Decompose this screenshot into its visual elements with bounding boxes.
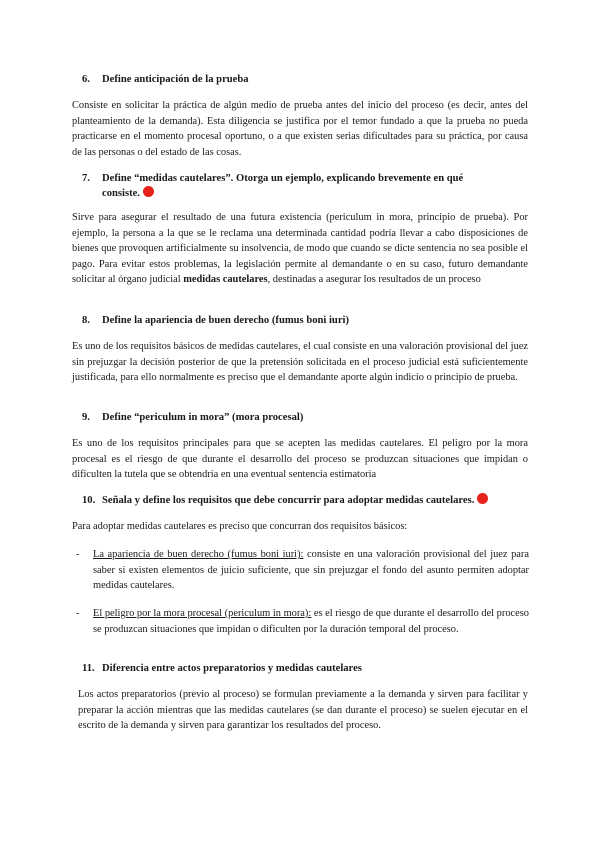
section-7-heading	[82, 171, 502, 201]
section-8-heading	[82, 313, 349, 328]
section-10-intro: Para adoptar medidas cautelares es preciso que concurran dos requisitos básicos:	[72, 521, 408, 532]
section-11-number: 11.	[82, 663, 95, 674]
section-10-number: 10.	[82, 495, 96, 506]
section-8-title: Define la apariencia de buen derecho (fumus boni iuri)	[102, 315, 349, 326]
list-item-term: La apariencia de buen derecho (fumus boni iuri):	[93, 549, 304, 560]
section-11-heading	[82, 661, 362, 676]
section-9-title: Define “periculum in mora” (mora procesal)	[102, 412, 304, 423]
section-6-heading	[82, 72, 249, 87]
section-7-body-text: Sirve para asegurar el resultado de una futura existencia (periculum in mora, principio de prueba). Por ejemplo, la persona a la que se le reclama una determinada cantidad podría llevar a cabo disposiciones de bienes que provoquen artificialmente su insolvencia, de modo que cuando se dicte sentencia no sea posible el pago. Para evitar estos problemas, la legislación permite al demandante o en su caso, futuro demandante solicitar al órgano judicial	[72, 212, 528, 286]
list-item-term: El peligro por la mora procesal (periculum in mora):	[93, 608, 312, 619]
section-9-number: 9.	[82, 412, 90, 423]
section-9-heading	[82, 410, 303, 425]
section-8-number: 8.	[82, 315, 90, 326]
section-7-body	[72, 210, 528, 288]
section-7-title: Define “medidas cautelares”. Otorga un ejemplo, explicando brevemente en qué consiste.	[102, 173, 464, 199]
list-item-text: consiste en una valoración provisional del juez para saber si existen elementos de juicio suficiente, que sin prejuzgar el fondo del asunto permiten adoptar medidas cautelares.	[93, 549, 529, 592]
section-6-body: Consiste en solicitar la práctica de algún medio de prueba antes del inicio del proceso (es decir, antes del planteamiento de la demanda). Esta diligencia se justifica por el temor fundado a que la prueba no pueda practicarse en el momento procesal oportuno, o a que existen serias dificultades para su práctica, por causa de las personas o del estado de las cosas.	[72, 100, 528, 158]
red-circle-marker-icon	[143, 186, 154, 197]
section-7-body-bold: medidas cautelares	[183, 274, 268, 286]
red-circle-marker-icon	[477, 493, 488, 504]
section-7-number: 7.	[82, 173, 90, 184]
list-bullet: -	[76, 549, 80, 560]
list-bullet: -	[76, 608, 80, 619]
section-9-body: Es uno de los requisitos principales para que se acepten las medidas cautelares. El peligro por la mora procesal es el riesgo de que durante el desarrollo del proceso se produzcan situaciones que impidan o dificulten la tutela que se obtendría en una eventual sentencia estimatoria	[72, 438, 528, 481]
section-10-heading	[82, 493, 488, 508]
section-11-body: Los actos preparatorios (previo al proceso) se formulan previamente a la demanda y sirven para facilitar y preparar la acción mientras que las medidas cautelares (se dan durante el proceso) se suelen ejecutar en el escrito de la demanda y sirven para garantizar los resultados del proceso.	[78, 689, 528, 732]
section-6-title: Define anticipación de la prueba	[102, 74, 249, 85]
list-item-periculum	[93, 606, 529, 637]
section-8-body: Es uno de los requisitos básicos de medidas cautelares, el cual consiste en una valoración provisional del juez sin prejuzgar la decisión posterior de que la pretensión solicitada en el proceso judicial está suficientemente justificada, para ello normalmente es preciso que el demandante aporte algún indicio o principio de prueba.	[72, 341, 528, 384]
section-10-title: Señala y define los requisitos que debe concurrir para adoptar medidas cautelares.	[102, 495, 475, 506]
section-11-title: Diferencia entre actos preparatorios y medidas cautelares	[102, 663, 362, 674]
section-6-number: 6.	[82, 74, 90, 85]
list-item-text: es el riesgo de que durante el desarrollo del proceso se produzcan situaciones que impidan o dificulten por la duración temporal del proceso.	[93, 608, 529, 635]
section-7-body-end: , destinadas a asegurar los resultados de un proceso	[267, 274, 481, 286]
list-item-fumus	[93, 547, 529, 594]
